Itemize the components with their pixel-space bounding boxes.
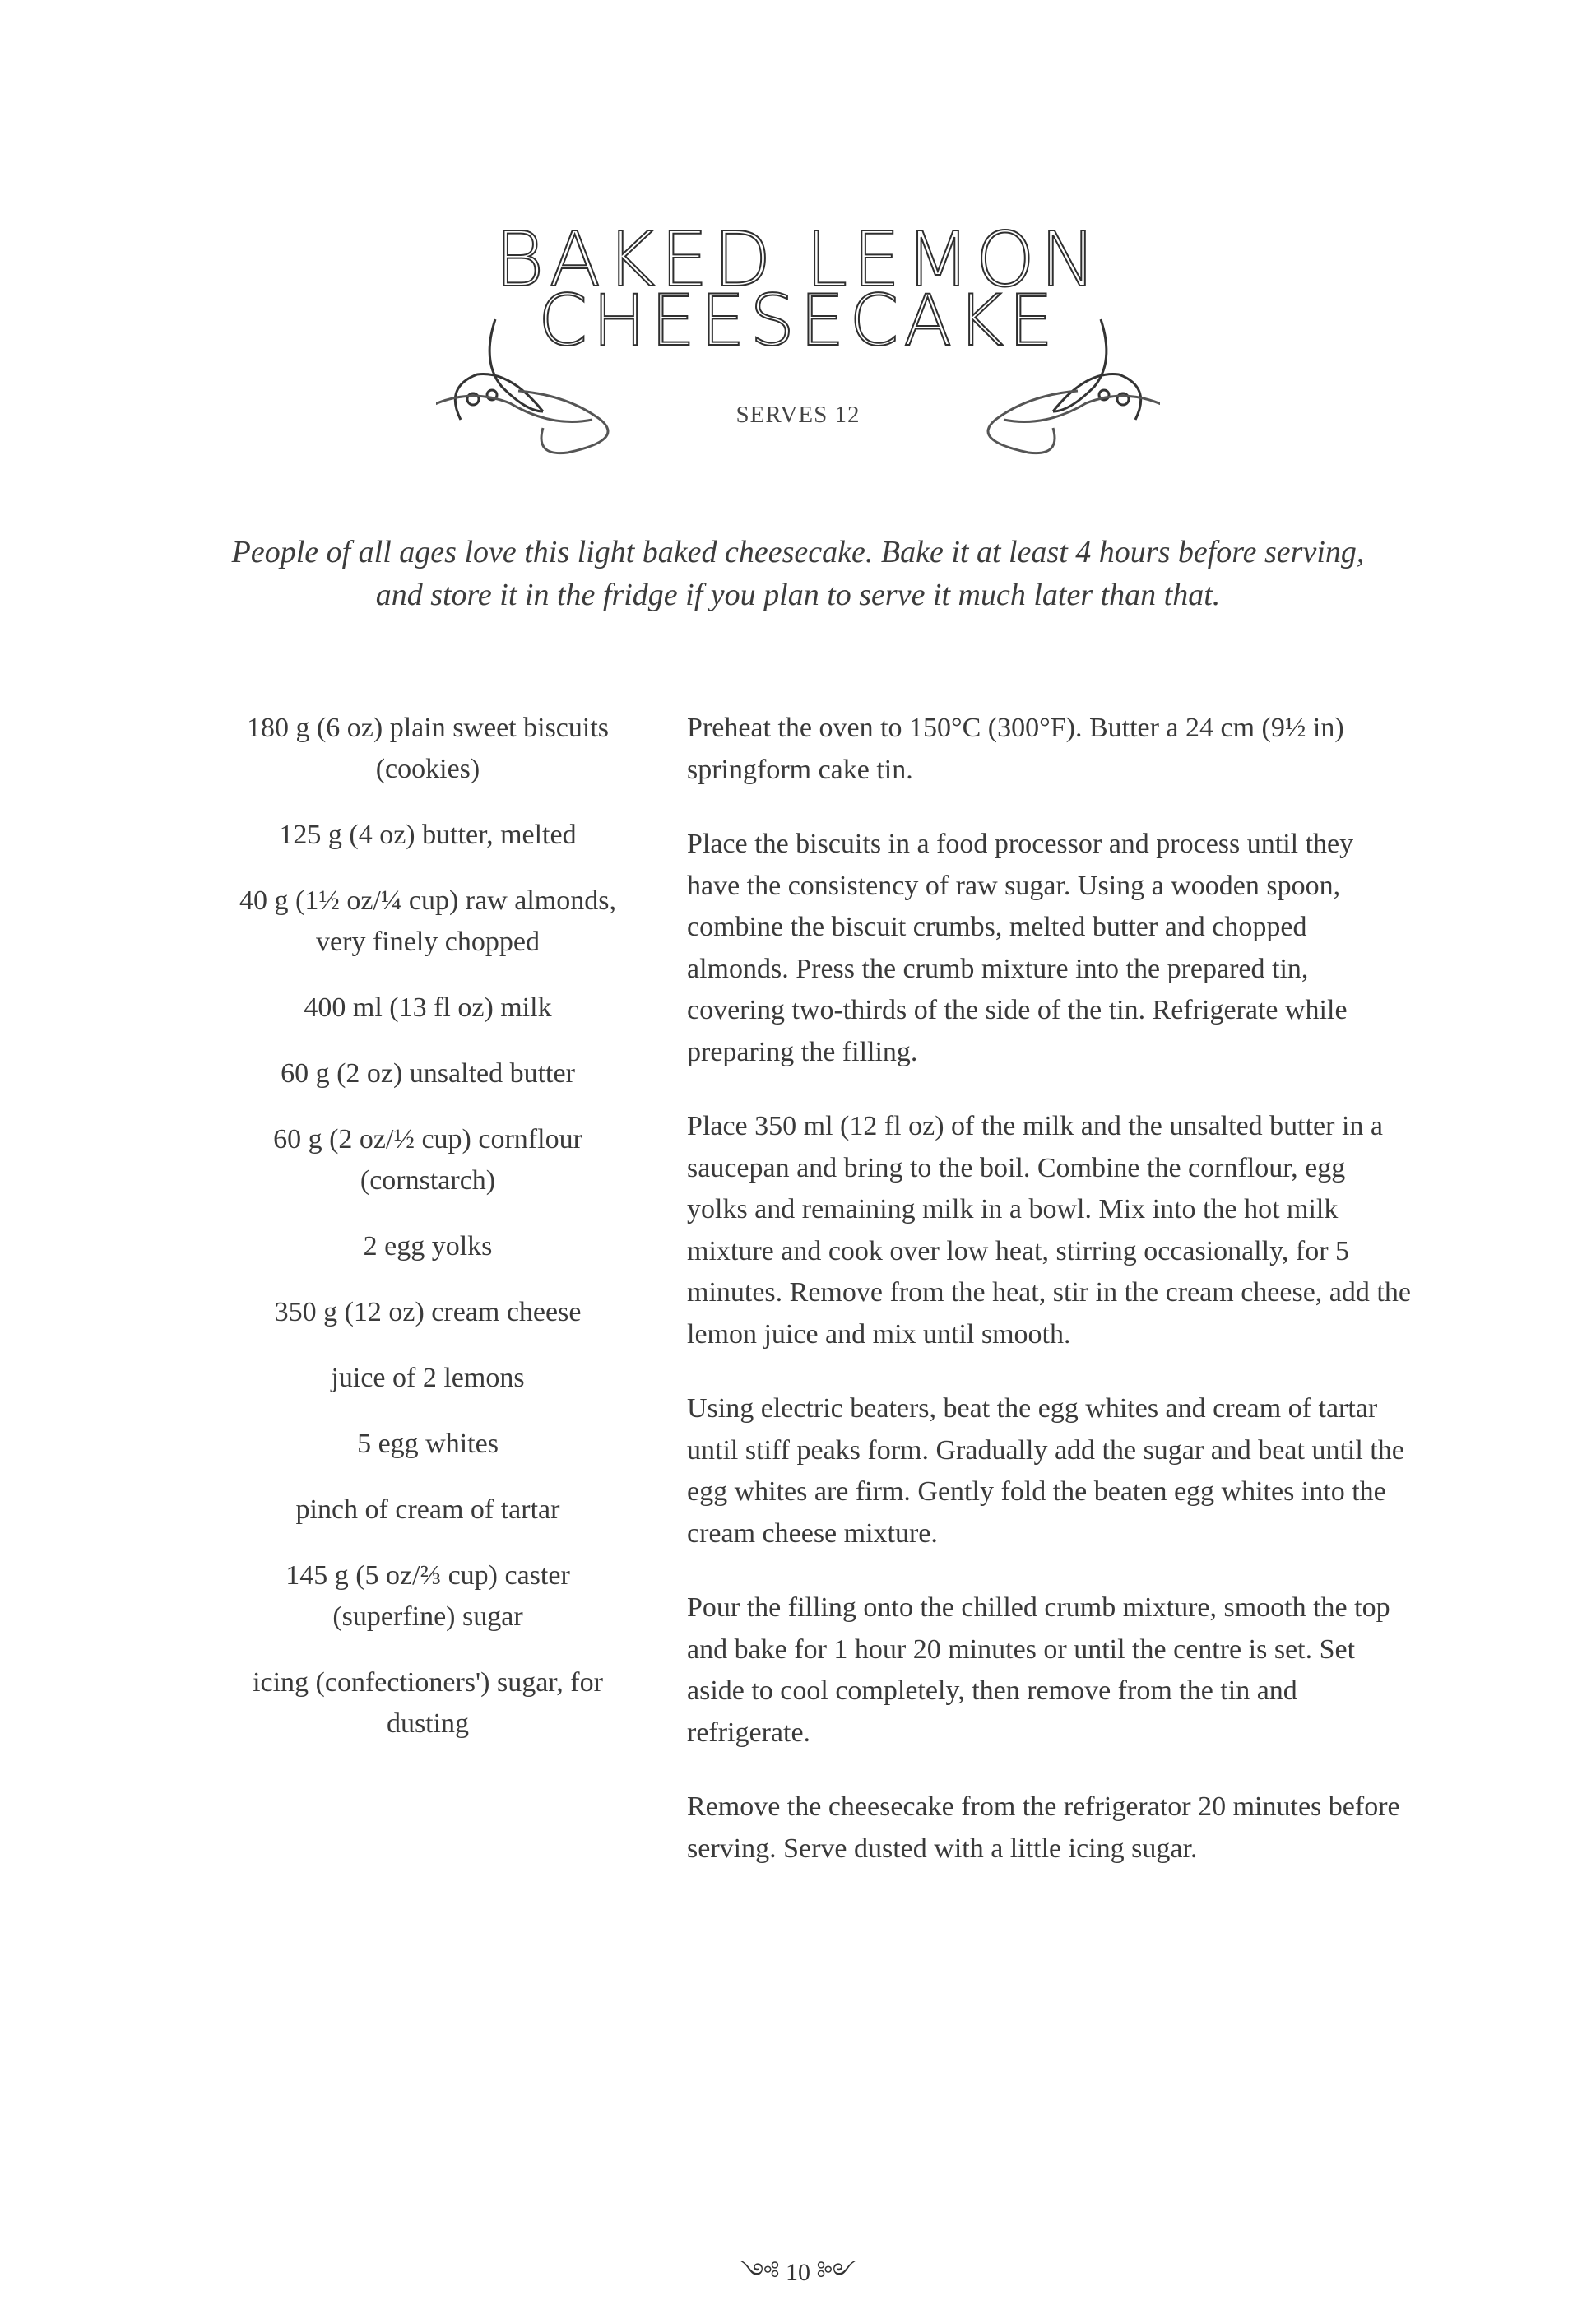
ingredient-item: 60 g (2 oz) unsalted butter xyxy=(281,1058,575,1089)
ingredient-item: 5 egg whites xyxy=(357,1429,499,1459)
footer-flourish-left-icon: ༺ xyxy=(740,2259,786,2286)
method-step: Using electric beaters, beat the egg whites and cream of tartar until stiff peaks form. Gradually add the sugar and beat until the egg whites are firm. Gently fold the beaten egg whites into the cream cheese mixture. xyxy=(687,1393,1404,1549)
method-step: Pour the filling onto the chilled crumb mixture, smooth the top and bake for 1 hour 20 minutes or until the centre is set. Set aside to cool completely, then remove from the tin and refrigerate. xyxy=(687,1592,1390,1748)
title-ornament-flourish xyxy=(436,296,1160,461)
ingredient-item: icing (confectioners') sugar, for dusting xyxy=(253,1667,603,1739)
ingredient-item: 400 ml (13 fl oz) milk xyxy=(304,992,552,1023)
method-step: Place 350 ml (12 fl oz) of the milk and the unsalted butter in a saucepan and bring to the boil. Combine the cornflour, egg yolks and remaining milk in a bowl. Mix into the hot milk mixture and cook over low heat, stirring occasionally, for 5 minutes. Remove from the heat, stir in the cream cheese, add the lemon juice and mix until smooth. xyxy=(687,1111,1411,1350)
ingredient-item: 40 g (1½ oz/¼ cup) raw almonds, very finely chopped xyxy=(239,885,616,957)
recipe-title-line1: BAKED LEMON xyxy=(494,216,1102,304)
ingredient-item: 180 g (6 oz) plain sweet biscuits (cookies) xyxy=(246,713,610,784)
intro-line: and store it in the fridge if you plan to serve it much later than that. xyxy=(375,578,1221,612)
method-step: Remove the cheesecake from the refrigerator 20 minutes before serving. Serve dusted with a little icing sugar. xyxy=(687,1791,1400,1864)
page-number: 10 xyxy=(786,2259,810,2286)
ingredient-item: pinch of cream of tartar xyxy=(295,1494,560,1525)
footer-flourish-right-icon: ༻ xyxy=(810,2259,856,2286)
ingredient-item: 60 g (2 oz/½ cup) cornflour (cornstarch) xyxy=(273,1124,582,1196)
method-steps xyxy=(687,708,1411,1903)
method-step: Place the biscuits in a food processor and process until they have the consistency of raw sugar. Using a wooden spoon, combine the biscuit crumbs, melted butter and chopped almonds. Press the crumb mixture into the prepared tin, covering two-thirds of the side of the tin. Refrigerate while preparing the filling. xyxy=(687,829,1354,1067)
ingredient-item: 2 egg yolks xyxy=(363,1231,493,1262)
page-footer xyxy=(0,2245,1596,2314)
ingredient-item: juice of 2 lemons xyxy=(331,1363,525,1393)
recipe-title-line2: CHEESECAKE xyxy=(538,280,1058,362)
serves-label: SERVES 12 xyxy=(735,402,861,428)
ingredient-item: 125 g (4 oz) butter, melted xyxy=(279,820,577,850)
method-step: Preheat the oven to 150°C (300°F). Butter a 24 cm (9½ in) springform cake tin. xyxy=(687,713,1344,785)
intro-line: People of all ages love this light baked cheesecake. Bake it at least 4 hours before serving, xyxy=(231,535,1365,569)
ingredient-item: 350 g (12 oz) cream cheese xyxy=(274,1297,582,1327)
ingredient-item: 145 g (5 oz/⅔ cup) caster (superfine) sugar xyxy=(285,1560,570,1632)
ingredients-list xyxy=(222,708,633,1769)
recipe-intro xyxy=(165,531,1431,616)
